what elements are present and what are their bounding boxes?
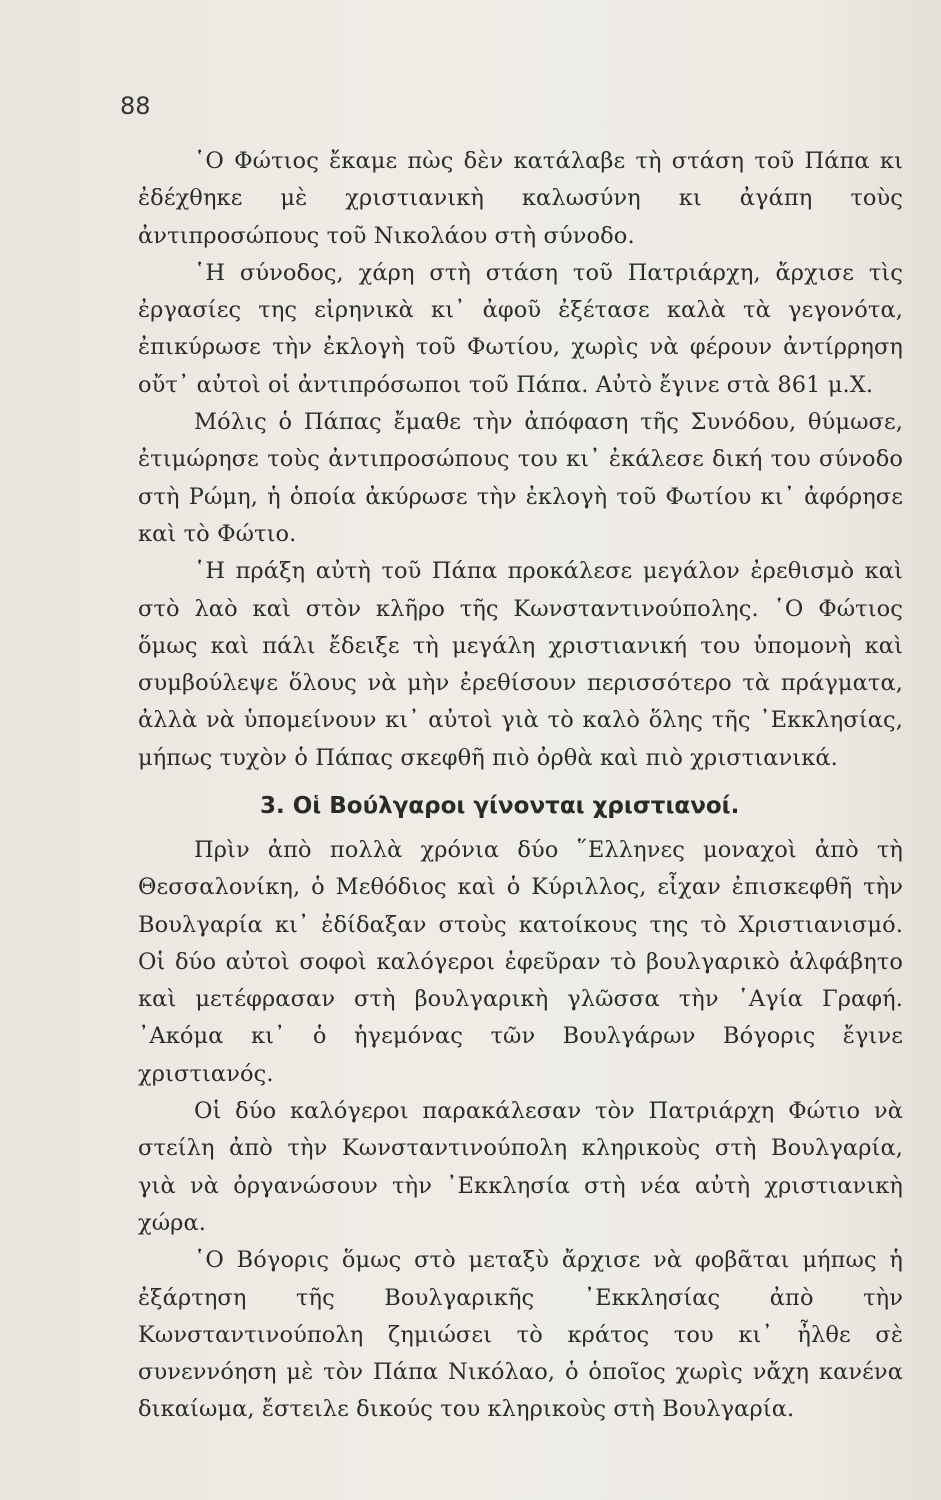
text-block-before-heading <box>138 143 903 777</box>
paragraph: Οἱ δύο καλόγεροι παρακάλεσαν τὸν Πατριάρχη Φώτιο νὰ στείλη ἀπὸ τὴν Κωνσταντινούπολη κληρικοὺς στὴ Βουλγαρία, γιὰ νὰ ὀργανώσουν τὴν ᾿Εκκλησία στὴ νέα αὐτὴ χριστιανικὴ χώρα. <box>138 1098 903 1236</box>
paragraph: ῾Ο Φώτιος ἔκαμε πὼς δὲν κατάλαβε τὴ στάση τοῦ Πάπα κι ἐδέχθηκε μὲ χριστιανικὴ καλωσύνη κι ἀγάπη τοὺς ἀντιπροσώπους τοῦ Νικολάου στὴ σύνοδο. <box>138 148 903 249</box>
paragraph: Μόλις ὁ Πάπας ἔμαθε τὴν ἀπόφαση τῆς Συνόδου, θύμωσε, ἐτιμώρησε τοὺς ἀντιπροσώπους του κι᾿ ἐκάλεσε δική του σύνοδο στὴ Ρώμη, ἡ ὁποία ἀκύρωσε τὴν ἐκλογὴ τοῦ Φωτίου κι᾿ ἀφόρησε καὶ τὸ Φώτιο. <box>138 409 903 547</box>
section-heading-block <box>138 788 903 824</box>
paragraph: ῾Η σύνοδος, χάρη στὴ στάση τοῦ Πατριάρχη, ἄρχισε τὶς ἐργασίες της εἰρηνικὰ κι᾿ ἀφοῦ ἐξέτασε καλὰ τὰ γεγονότα, ἐπικύρωσε τὴν ἐκλογὴ τοῦ Φωτίου, χωρὶς νὰ φέρουν ἀντίρρηση οὔτ᾿ αὐτοὶ οἱ ἀντιπρόσωποι τοῦ Πάπα. Αὐτὸ ἔγινε στὰ 861 μ.Χ. <box>138 259 903 398</box>
paragraph: ῾Ο Βόγορις ὅμως στὸ μεταξὺ ἄρχισε νὰ φοβᾶται μήπως ἡ ἐξάρτηση τῆς Βουλγαρικῆς ᾿Εκκλησίας ἀπὸ τὴν Κωνσταντινούπολη ζημιώσει τὸ κράτος του κι᾿ ἦλθε σὲ συνεννόηση μὲ τὸν Πάπα Νικόλαο, ὁ ὁποῖος χωρὶς νἄχη κανένα δικαίωμα, ἔστειλε δικούς του κληρικοὺς στὴ Βουλγαρία. <box>138 1247 903 1423</box>
paragraph: Πρὶν ἀπὸ πολλὰ χρόνια δύο ῞Ελληνες μοναχοὶ ἀπὸ τὴ Θεσσαλονίκη, ὁ Μεθόδιος καὶ ὁ Κύριλλος, εἶχαν ἐπισκεφθῆ τὴν Βουλγαρία κι᾿ ἐδίδαξαν στοὺς κατοίκους της τὸ Χριστιανισμό. Οἱ δύο αὐτοὶ σοφοὶ καλόγεροι ἐφεῦραν τὸ βουλγαρικὸ ἀλφάβητο καὶ μετέφρασαν στὴ βουλγαρικὴ γλῶσσα τὴν ῾Αγία Γραφή. ᾿Ακόμα κι᾿ ὁ ἡγεμόνας τῶν Βουλγάρων Βόγορις ἔγινε χριστιανός. <box>138 837 903 1087</box>
page-number: 88 <box>120 92 151 120</box>
text-block-after-heading <box>138 832 903 1429</box>
paragraph: ῾Η πράξη αὐτὴ τοῦ Πάπα προκάλεσε μεγάλον ἐρεθισμὸ καὶ στὸ λαὸ καὶ στὸν κλῆρο τῆς Κωνσταντινούπολης. ῾Ο Φώτιος ὅμως καὶ πάλι ἔδειξε τὴ μεγάλη χριστιανική του ὑπομονὴ καὶ συμβούλεψε ὅλους νὰ μὴν ἐρεθίσουν περισσότερο τὰ πράγματα, ἀλλὰ νὰ ὑπομείνουν κι᾿ αὐτοὶ γιὰ τὸ καλὸ ὅλης τῆς ᾿Εκκλησίας, μήπως τυχὸν ὁ Πάπας σκεφθῆ πιὸ ὀρθὰ καὶ πιὸ χριστιανικά. <box>138 558 903 771</box>
section-heading: 3. Οἱ Βούλγαροι γίνονται χριστιανοί. <box>260 793 740 819</box>
